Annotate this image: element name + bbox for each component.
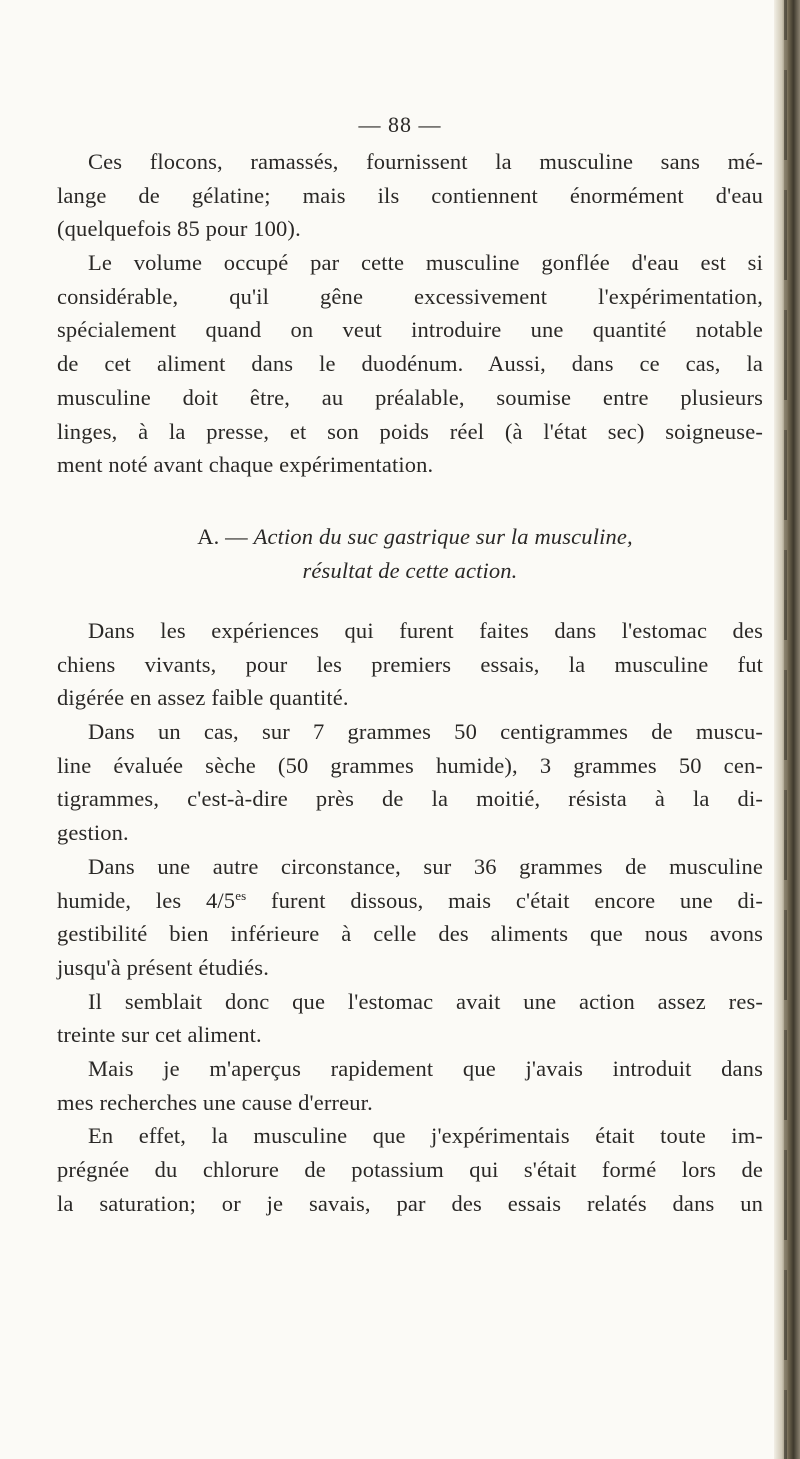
text-fragment: humide, les 4/5 xyxy=(57,887,236,913)
section-heading-line-1 xyxy=(57,520,763,554)
text-line: treinte sur cet aliment. xyxy=(57,1022,262,1048)
text-line: Le volume occupé par cette musculine gonflée d'eau est si xyxy=(88,250,763,276)
text-line: En effet, la musculine que j'expérimentais était toute im- xyxy=(88,1123,763,1149)
text-line: Dans une autre circonstance, sur 36 grammes de musculine xyxy=(88,853,763,879)
text-fragment: furent dissous, mais c'était encore une di- xyxy=(246,887,763,913)
page-number: — 88 — xyxy=(358,112,442,137)
section-heading-line-2: résultat de cette action. xyxy=(302,558,518,583)
text-line: Il semblait donc que l'estomac avait une action assez res- xyxy=(88,988,763,1014)
section-heading xyxy=(57,520,763,588)
paragraph-intro xyxy=(57,145,763,482)
text-line: (quelquefois 85 pour 100). xyxy=(57,216,301,242)
text-line: Ces flocons, ramassés, fournissent la musculine sans mé- xyxy=(88,149,763,174)
text-line: gestibilité bien inférieure à celle des aliments que nous avons xyxy=(57,921,763,947)
section-heading-prefix: A. — xyxy=(197,524,254,549)
text-line: tigrammes, c'est-à-dire près de la moitié, résista à la di- xyxy=(57,786,763,812)
text-line: prégnée du chlorure de potassium qui s'était formé lors de xyxy=(57,1157,763,1182)
section-heading-title: Action du suc gastrique sur la musculine, xyxy=(253,524,633,549)
text-line: musculine doit être, au préalable, soumise entre plusieurs xyxy=(57,384,763,410)
text-line: Mais je m'aperçus rapidement que j'avais introduit dans xyxy=(88,1055,763,1081)
text-line: lange de gélatine; mais ils contiennent énormément d'eau xyxy=(57,182,763,208)
text-line: spécialement quand on veut introduire une quantité notable xyxy=(57,317,763,343)
text-line: Dans les expériences qui furent faites dans l'estomac des xyxy=(88,618,763,643)
page-edge-shadow xyxy=(774,0,800,1459)
text-line: jusqu'à présent étudiés. xyxy=(57,954,269,980)
superscript: es xyxy=(235,887,247,903)
text-line: chiens vivants, pour les premiers essais, la musculine fut xyxy=(57,651,763,677)
text-line: gestion. xyxy=(57,820,129,846)
text-line: Dans un cas, sur 7 grammes 50 centigrammes de muscu- xyxy=(88,719,763,745)
text-line-with-superscript xyxy=(57,884,763,918)
paragraph-experiments xyxy=(57,614,763,1220)
text-line: considérable, qu'il gêne excessivement l'expérimentation, xyxy=(57,283,763,309)
text-line: ment noté avant chaque expérimentation. xyxy=(57,452,434,478)
text-line: linges, à la presse, et son poids réel (à l'état sec) soigneuse- xyxy=(57,418,763,444)
text-line: de cet aliment dans le duodénum. Aussi, dans ce cas, la xyxy=(57,351,763,377)
text-line: line évaluée sèche (50 grammes humide), 3 grammes 50 cen- xyxy=(57,752,763,778)
text-line: la saturation; or je savais, par des essais relatés dans un xyxy=(57,1190,763,1216)
text-line: digérée en assez faible quantité. xyxy=(57,685,349,711)
text-line: mes recherches une cause d'erreur. xyxy=(57,1089,373,1115)
